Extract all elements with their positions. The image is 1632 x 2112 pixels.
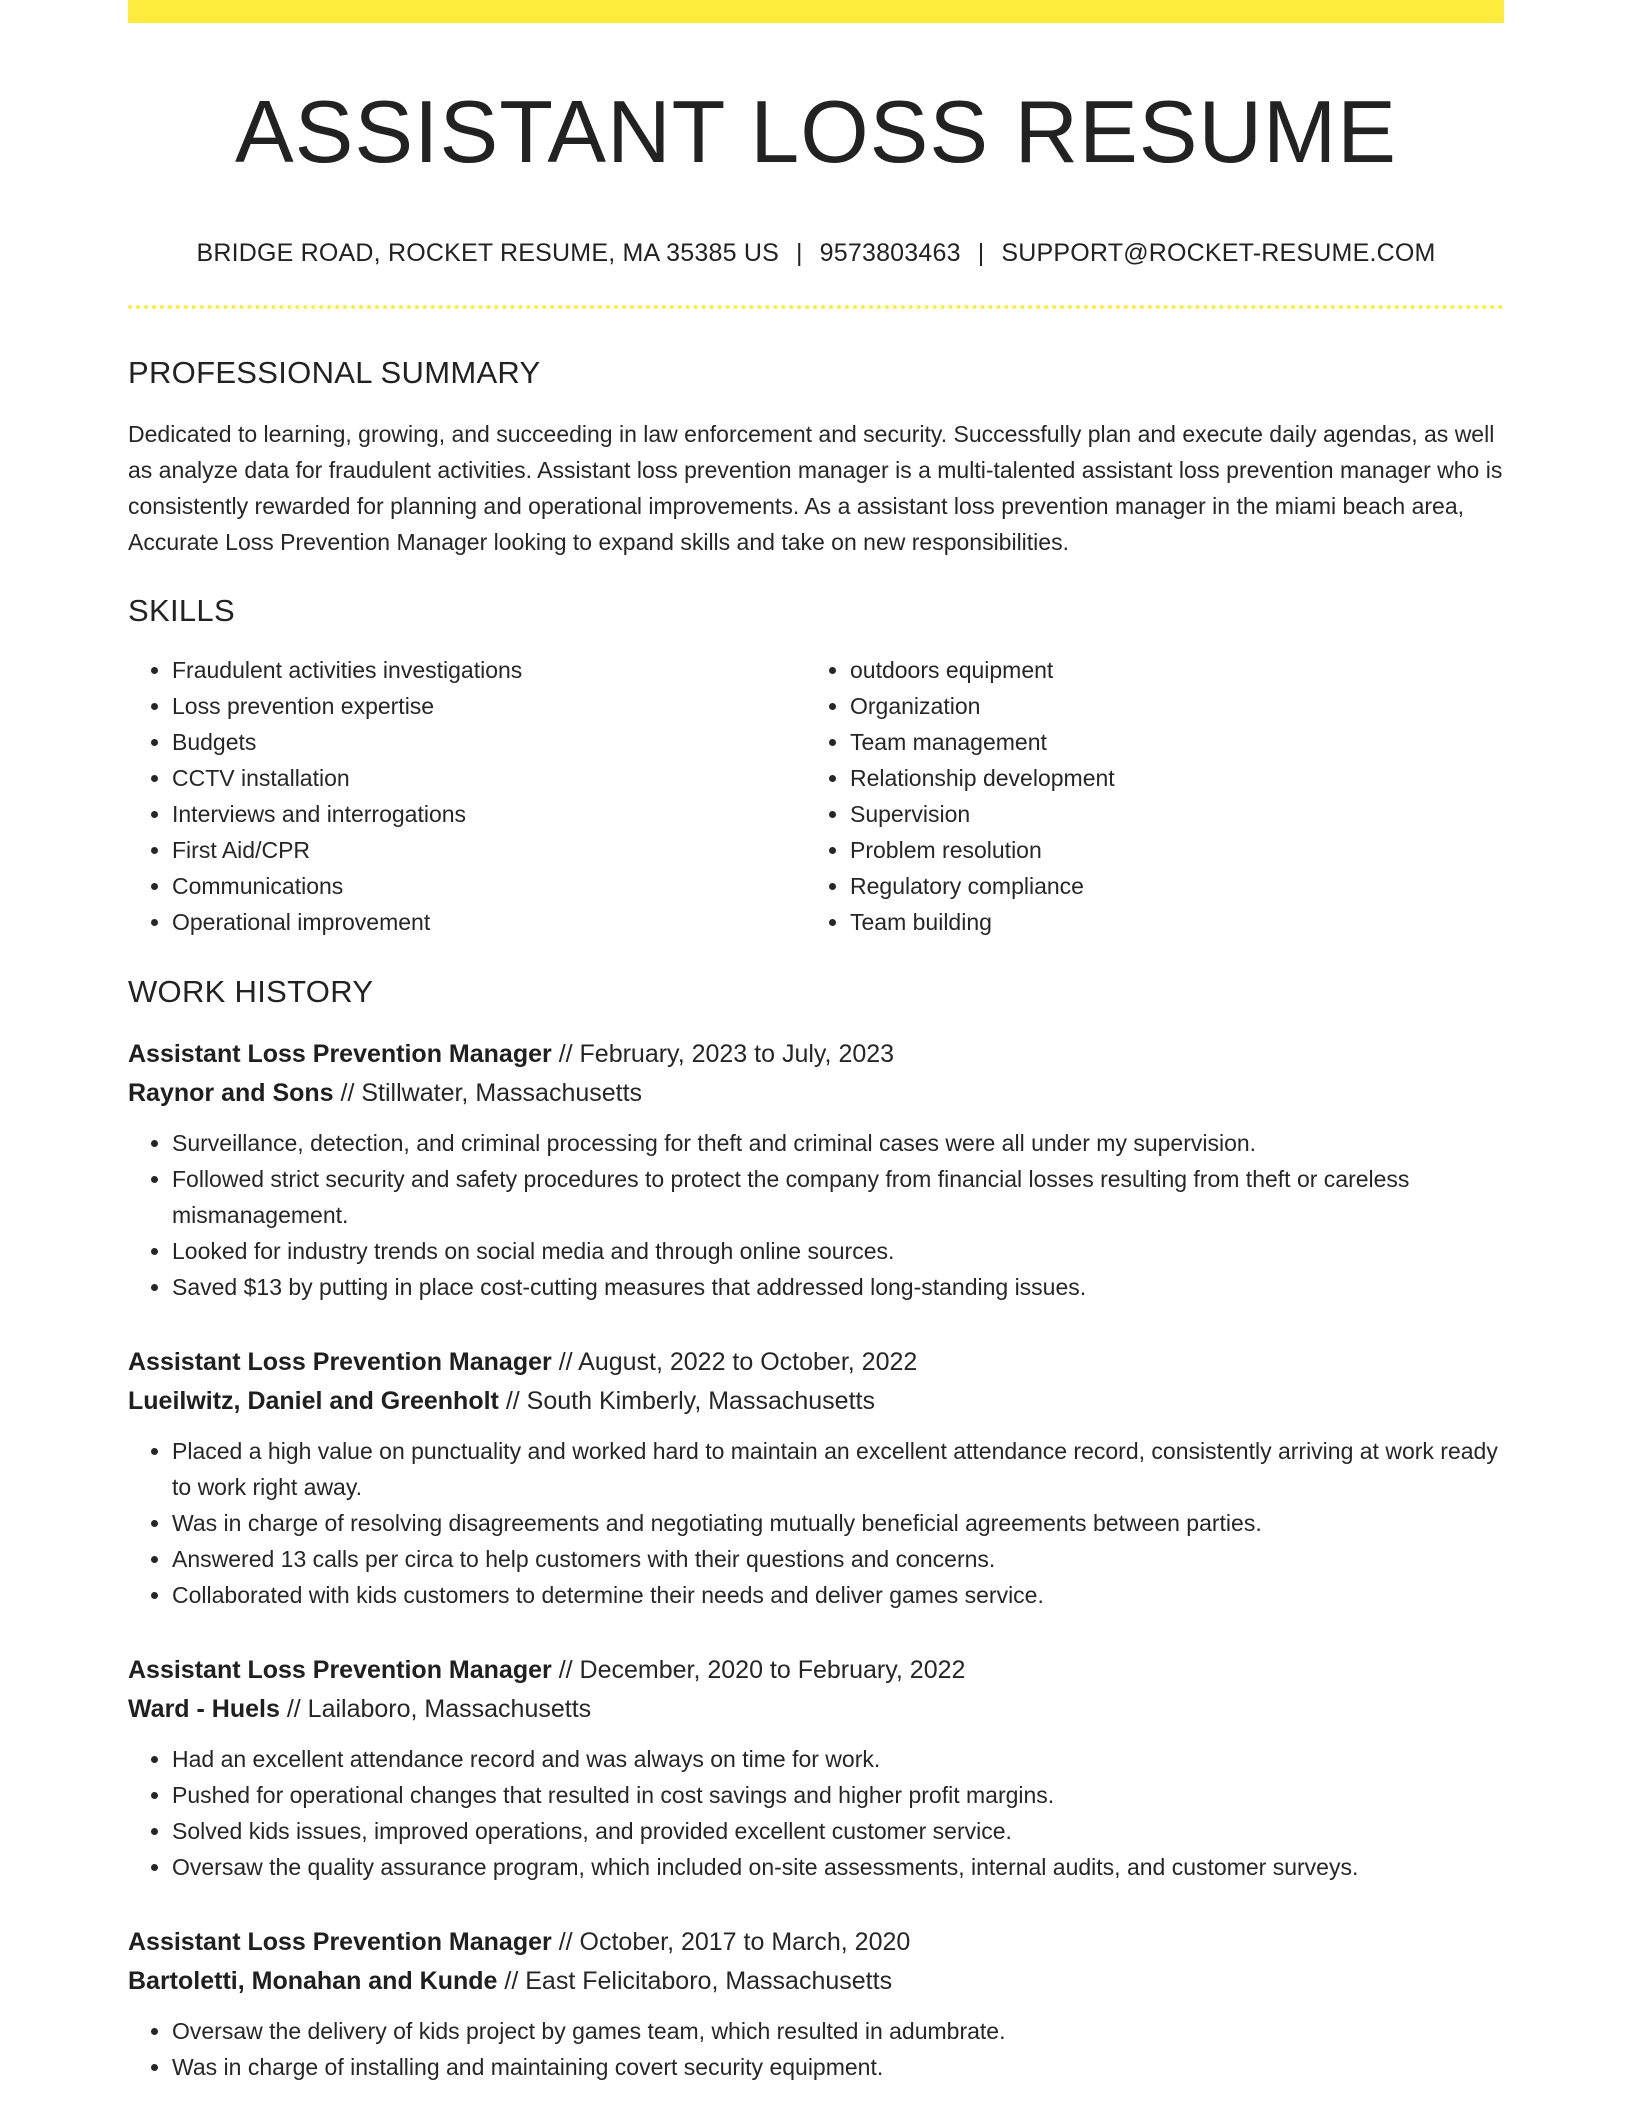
- summary-text: Dedicated to learning, growing, and succeeding in law enforcement and security. Successfully plan and execute daily agendas, as well as analyze data for fraudulent activities. Assistant loss prevention manager is a multi-talented assistant loss prevention manager who is consistently rewarded for planning and operational improvements. As a assistant loss prevention manager in the miami beach area, Accurate Loss Prevention Manager looking to expand skills and take on new responsibilities.: [128, 420, 1503, 555]
- job-bullet: • Was in charge of resolving disagreements and negotiating mutually beneficial agreements between parties.: [172, 1505, 1504, 1541]
- job-dates: // February, 2023 to July, 2023: [558, 1039, 895, 1068]
- job-role-line: [128, 1343, 1504, 1382]
- job-bullets: [128, 1125, 1504, 1305]
- dotted-divider: [128, 305, 1504, 309]
- contact-address: BRIDGE ROAD, ROCKET RESUME, MA 35385 US: [196, 238, 779, 267]
- job-role: Assistant Loss Prevention Manager: [128, 1927, 552, 1956]
- job-company-line: [128, 1382, 1504, 1421]
- skill-item: • Supervision: [850, 796, 1484, 832]
- job-bullet: • Surveillance, detection, and criminal processing for theft and criminal cases were all under my supervision.: [172, 1125, 1504, 1161]
- job-bullet: • Answered 13 calls per circa to help customers with their questions and concerns.: [172, 1541, 1504, 1577]
- job-bullet: • Collaborated with kids customers to determine their needs and deliver games service.: [172, 1577, 1504, 1613]
- job-location: // South Kimberly, Massachusetts: [505, 1386, 875, 1415]
- job-company-line: [128, 1690, 1504, 1729]
- skill-item: • Regulatory compliance: [850, 868, 1484, 904]
- section-title-skills: SKILLS: [128, 592, 235, 628]
- job-bullet: • Oversaw the delivery of kids project by games team, which resulted in adumbrate.: [172, 2013, 1504, 2049]
- skill-item: • Problem resolution: [850, 832, 1484, 868]
- skill-item: • outdoors equipment: [850, 652, 1484, 688]
- job-company: Lueilwitz, Daniel and Greenholt: [128, 1386, 499, 1415]
- job-bullets: [128, 1433, 1504, 1613]
- job-role-line: [128, 1035, 1504, 1074]
- skills-list: [128, 652, 1504, 940]
- contact-line: [128, 238, 1504, 267]
- section-title-work-history: WORK HISTORY: [128, 973, 374, 1009]
- skill-item: • Relationship development: [850, 760, 1484, 796]
- contact-separator: |: [977, 238, 985, 267]
- job-company: Bartoletti, Monahan and Kunde: [128, 1966, 498, 1995]
- job-bullet: • Looked for industry trends on social media and through online sources.: [172, 1233, 1504, 1269]
- job-bullet: • Pushed for operational changes that resulted in cost savings and higher profit margins.: [172, 1777, 1504, 1813]
- contact-email: SUPPORT@ROCKET-RESUME.COM: [1001, 238, 1436, 267]
- resume-title: ASSISTANT LOSS RESUME: [234, 82, 1398, 181]
- job-bullet: • Was in charge of installing and maintaining covert security equipment.: [172, 2049, 1504, 2085]
- section-title-summary: PROFESSIONAL SUMMARY: [128, 354, 541, 390]
- job-entry: [128, 1651, 1504, 1885]
- job-bullet: • Had an excellent attendance record and was always on time for work.: [172, 1741, 1504, 1777]
- skill-item: • Interviews and interrogations: [172, 796, 806, 832]
- skill-item: • Communications: [172, 868, 806, 904]
- skills-column-right: [806, 652, 1484, 940]
- accent-top-bar: [128, 0, 1504, 23]
- job-role-line: [128, 1651, 1504, 1690]
- skill-item: • Fraudulent activities investigations: [172, 652, 806, 688]
- contact-phone: 9573803463: [819, 238, 961, 267]
- job-role: Assistant Loss Prevention Manager: [128, 1347, 552, 1376]
- job-location: // Lailaboro, Massachusetts: [286, 1694, 592, 1723]
- job-company-line: [128, 1962, 1504, 2001]
- job-location: // Stillwater, Massachusetts: [340, 1078, 643, 1107]
- job-bullet: • Placed a high value on punctuality and worked hard to maintain an excellent attendance record, consistently arriving at work ready to work right away.: [172, 1433, 1504, 1505]
- job-bullets: [128, 2013, 1504, 2085]
- job-dates: // December, 2020 to February, 2022: [558, 1655, 966, 1684]
- job-role-line: [128, 1923, 1504, 1962]
- job-bullet: • Oversaw the quality assurance program, which included on-site assessments, internal audits, and customer surveys.: [172, 1849, 1504, 1885]
- skill-item: • Team building: [850, 904, 1484, 940]
- skill-item: • Budgets: [172, 724, 806, 760]
- skill-item: • Operational improvement: [172, 904, 806, 940]
- job-bullet: • Followed strict security and safety procedures to protect the company from financial losses resulting from theft or careless mismanagement.: [172, 1161, 1504, 1233]
- job-bullet: • Solved kids issues, improved operations, and provided excellent customer service.: [172, 1813, 1504, 1849]
- job-role: Assistant Loss Prevention Manager: [128, 1655, 552, 1684]
- job-role: Assistant Loss Prevention Manager: [128, 1039, 552, 1068]
- job-company: Raynor and Sons: [128, 1078, 334, 1107]
- skill-item: • CCTV installation: [172, 760, 806, 796]
- job-bullets: [128, 1741, 1504, 1885]
- job-location: // East Felicitaboro, Massachusetts: [504, 1966, 893, 1995]
- job-company-line: [128, 1074, 1504, 1113]
- job-dates: // October, 2017 to March, 2020: [558, 1927, 911, 1956]
- job-entry: [128, 1343, 1504, 1613]
- resume-page: [128, 0, 1504, 2085]
- skill-item: • Loss prevention expertise: [172, 688, 806, 724]
- job-entry: [128, 1923, 1504, 2085]
- job-entry: [128, 1035, 1504, 1305]
- skill-item: • First Aid/CPR: [172, 832, 806, 868]
- skills-column-left: [128, 652, 806, 940]
- skill-item: • Organization: [850, 688, 1484, 724]
- contact-separator: |: [795, 238, 803, 267]
- job-dates: // August, 2022 to October, 2022: [558, 1347, 918, 1376]
- job-bullet: • Saved $13 by putting in place cost-cutting measures that addressed long-standing issues.: [172, 1269, 1504, 1305]
- job-company: Ward - Huels: [128, 1694, 280, 1723]
- skill-item: • Team management: [850, 724, 1484, 760]
